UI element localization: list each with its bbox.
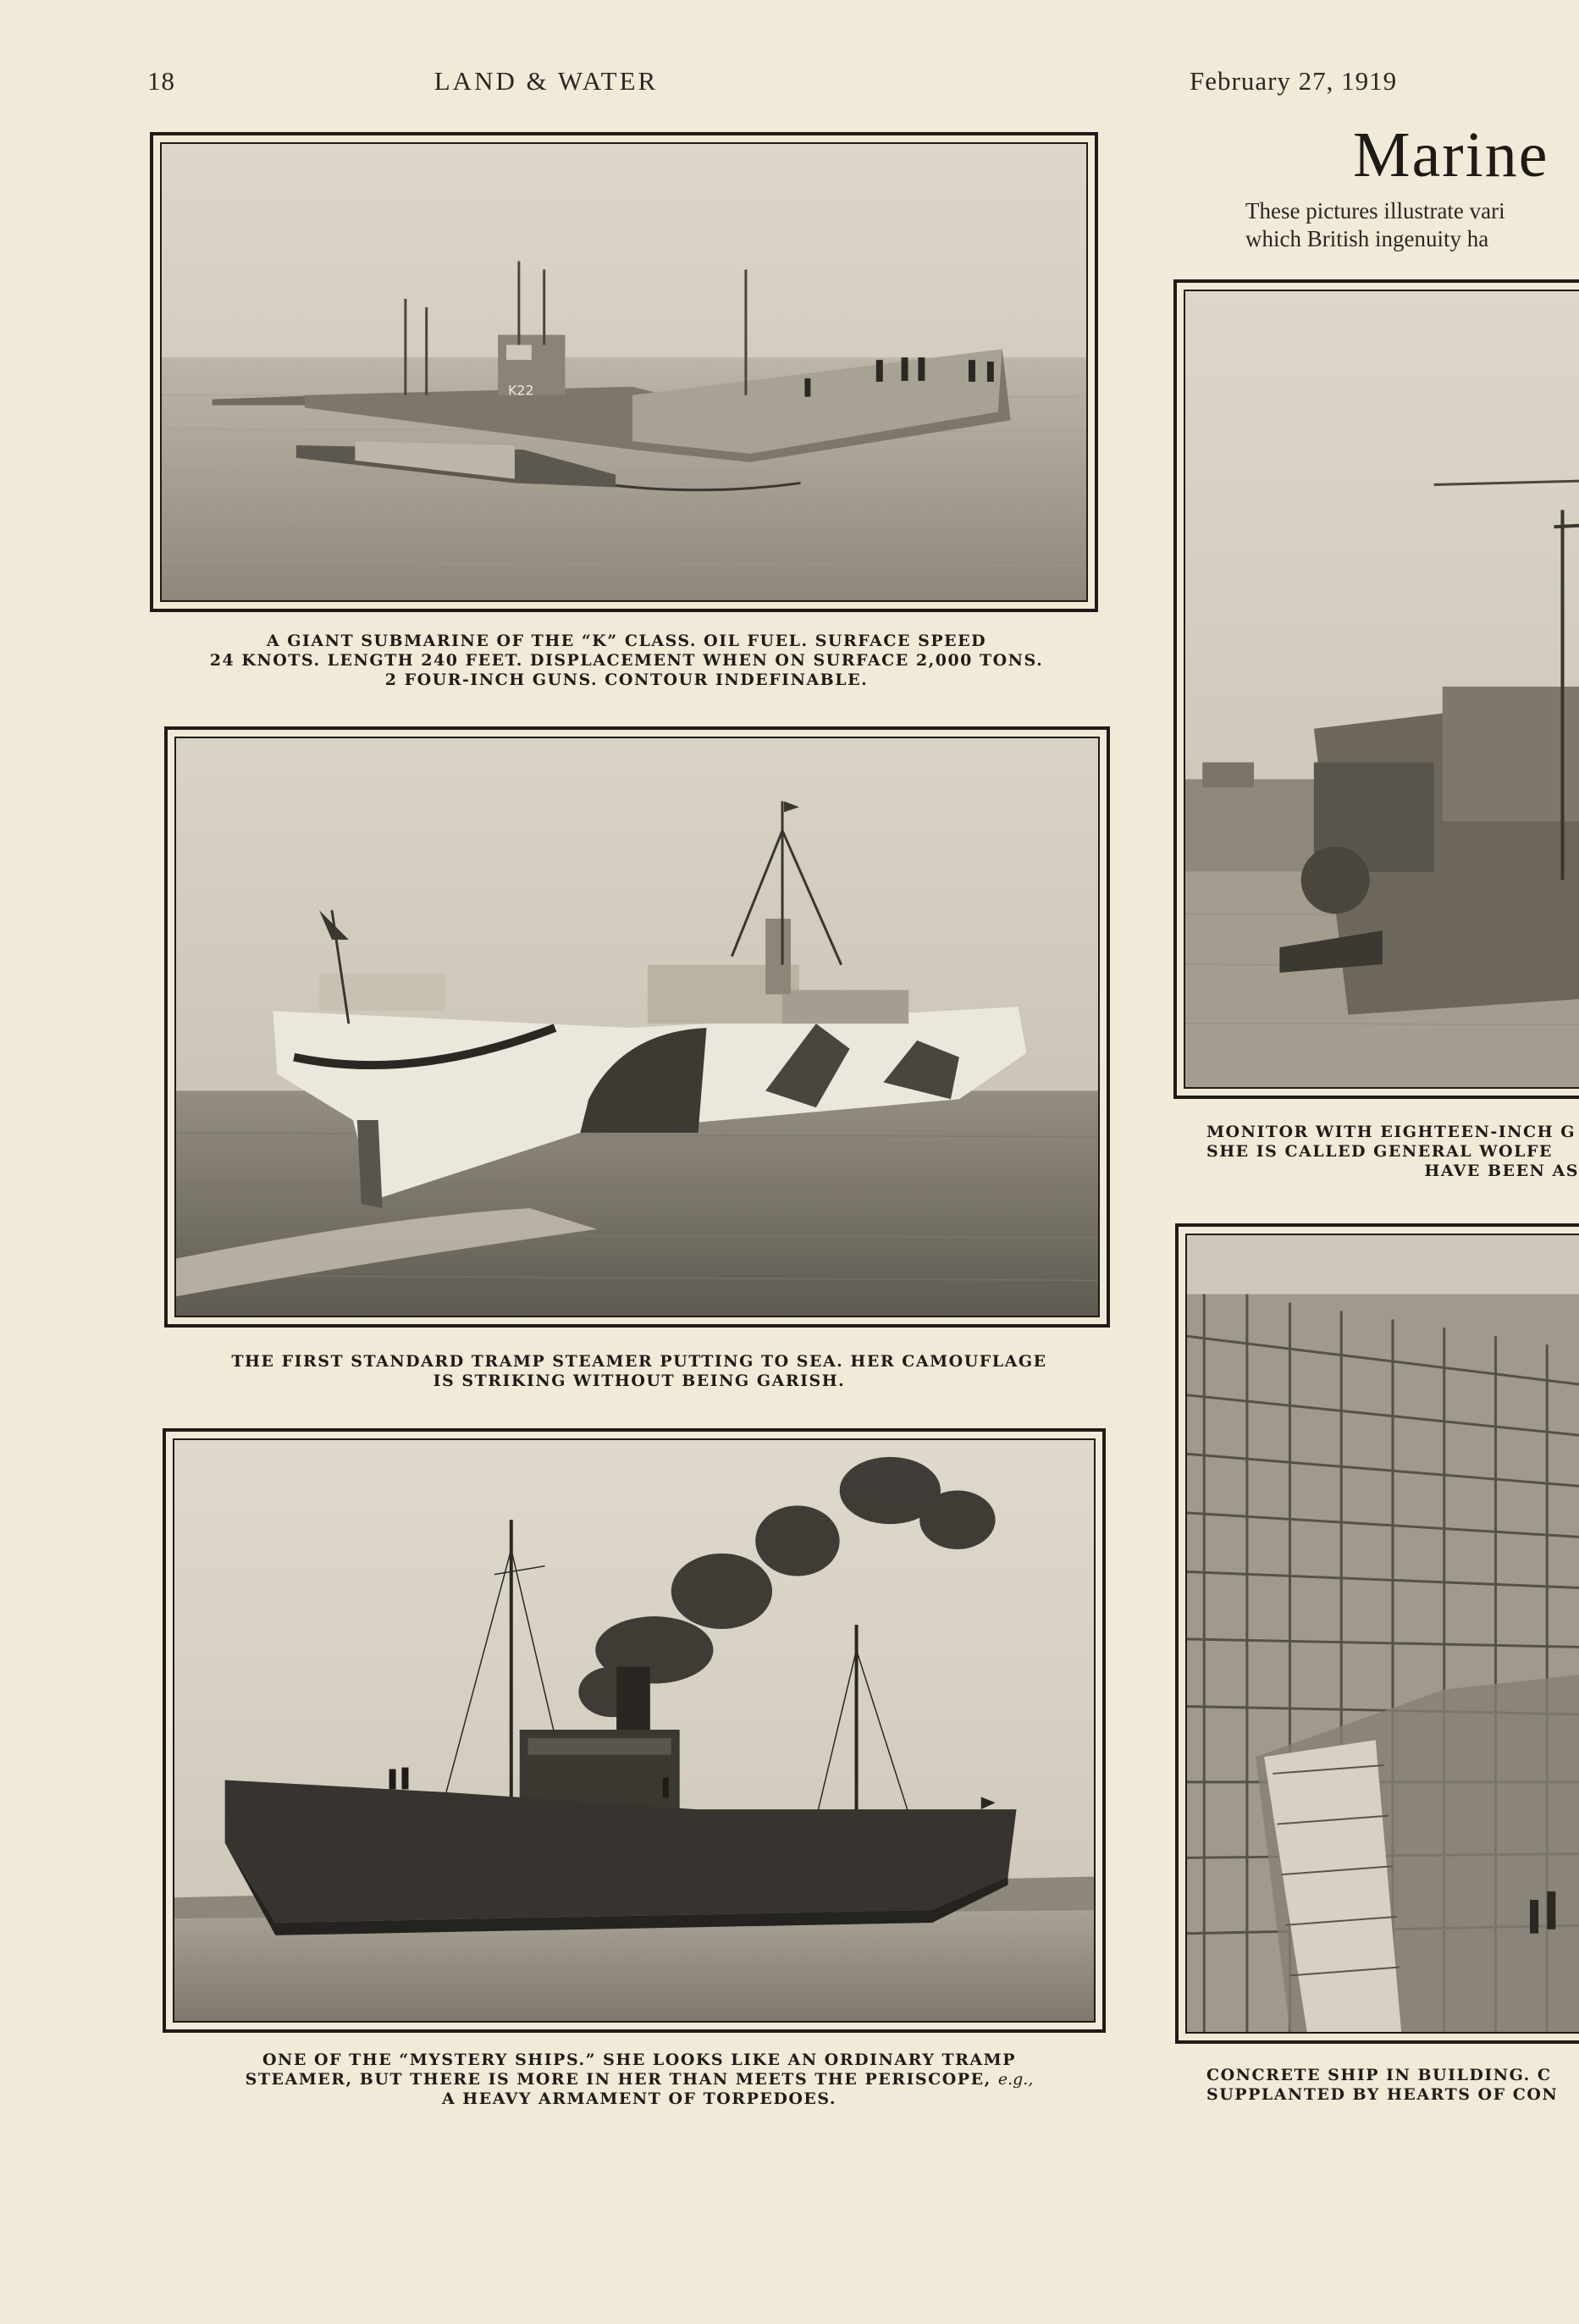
monitor-photo-frame	[1173, 279, 1579, 1099]
caption-line: ONE OF THE “MYSTERY SHIPS.” SHE LOOKS LIKE AN ORDINARY TRAMP	[262, 2051, 1016, 2069]
concrete-ship-photo-image	[1187, 1235, 1579, 2032]
caption-line: A GIANT SUBMARINE OF THE “K” CLASS. OIL FUEL. SURFACE SPEED	[266, 632, 987, 650]
concrete-ship-caption	[1206, 2066, 1579, 2105]
caption-line: SUPPLANTED BY HEARTS OF CON	[1206, 2085, 1559, 2104]
concrete-ship-photo-frame	[1175, 1223, 1579, 2044]
publication-title: LAND & WATER	[433, 66, 659, 96]
intro-line: which British ingenuity ha	[1245, 226, 1489, 251]
monitor-photo	[1184, 290, 1579, 1089]
caption-line: 2 FOUR-INCH GUNS. CONTOUR INDEFINABLE.	[384, 671, 869, 689]
page-number: 18	[147, 66, 175, 96]
section-title: Marine	[1353, 119, 1549, 190]
tramp-steamer-photo-image	[176, 738, 1098, 1316]
hull-number: K22	[508, 382, 534, 399]
monitor-caption	[1206, 1123, 1579, 1181]
caption-line: MONITOR WITH EIGHTEEN-INCH G	[1206, 1123, 1576, 1141]
caption-line: CONCRETE SHIP IN BUILDING. C	[1206, 2066, 1552, 2084]
tramp-steamer-caption	[165, 1352, 1113, 1391]
tramp-steamer-photo-frame	[164, 726, 1110, 1328]
caption-abbreviation: e.g.,	[997, 2070, 1034, 2089]
concrete-ship-photo	[1185, 1234, 1579, 2034]
caption-line: HAVE BEEN AS	[1424, 1162, 1579, 1180]
mystery-ship-photo	[173, 1438, 1096, 2023]
mystery-ship-photo-image	[174, 1440, 1094, 2021]
submarine-photo-frame	[150, 132, 1098, 612]
tramp-steamer-photo	[174, 737, 1100, 1317]
submarine-caption	[152, 632, 1101, 690]
issue-date: February 27, 1919	[1190, 66, 1398, 96]
caption-line	[165, 2070, 1113, 2089]
caption-line: 24 KNOTS. LENGTH 240 FEET. DISPLACEMENT WHEN ON SURFACE 2,000 TONS.	[209, 651, 1044, 670]
monitor-photo-image	[1185, 291, 1579, 1087]
caption-line: A HEAVY ARMAMENT OF TORPEDOES.	[441, 2089, 837, 2108]
intro-line: These pictures illustrate vari	[1245, 198, 1505, 224]
submarine-photo	[160, 142, 1088, 602]
mystery-ship-photo-frame	[163, 1428, 1106, 2033]
caption-line: IS STRIKING WITHOUT BEING GARISH.	[433, 1372, 846, 1390]
caption-line: SHE IS CALLED GENERAL WOLFE	[1206, 1142, 1553, 1161]
section-intro	[1245, 197, 1567, 253]
mystery-ship-caption	[165, 2051, 1113, 2109]
caption-line: THE FIRST STANDARD TRAMP STEAMER PUTTING TO SEA. HER CAMOUFLAGE	[231, 1352, 1047, 1371]
submarine-photo-image	[162, 144, 1086, 600]
caption-line-text: STEAMER, BUT THERE IS MORE IN HER THAN MEETS THE PERISCOPE,	[245, 2070, 991, 2089]
